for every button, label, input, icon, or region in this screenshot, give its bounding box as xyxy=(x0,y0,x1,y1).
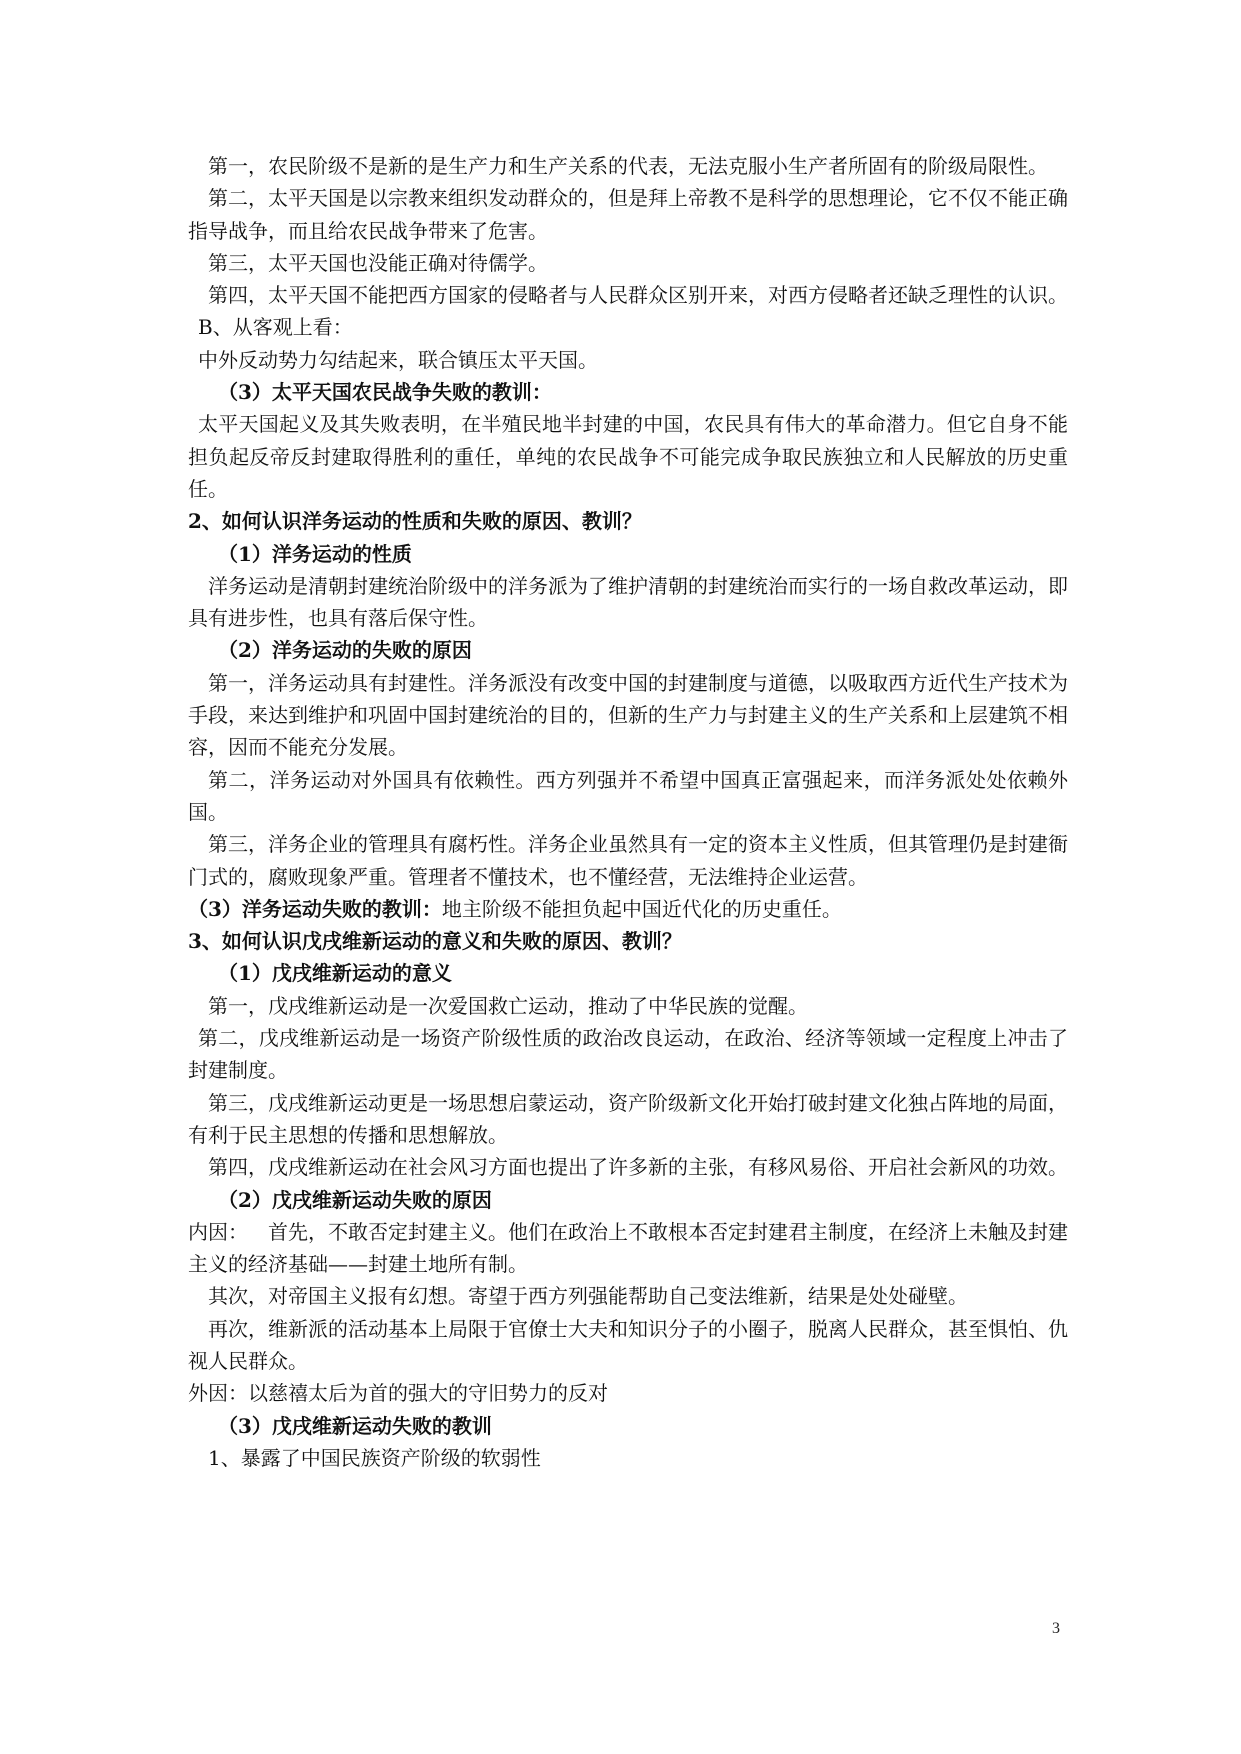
lesson-text: 地主阶级不能担负起中国近代化的历史重任。 xyxy=(441,896,842,921)
paragraph: B、从客观上看： xyxy=(198,315,353,340)
internal-cause-text: 首先，不敢否定封建主义。他们在政治上不敢根本否定封建君主制度，在经济上未触及封建主义的经济基础——封建土地所有制。 xyxy=(188,1219,1068,1277)
paragraph: 洋务运动是清朝封建统治阶级中的洋务派为了维护清朝的封建统治而实行的一场自救改革运动，即具有进步性，也具有落后保守性。 xyxy=(188,573,1068,631)
paragraph: 第一，农民阶级不是新的是生产力和生产关系的代表，无法克服小生产者所固有的阶级局限性。 xyxy=(208,154,1048,178)
paragraph: 第二，太平天国是以宗教来组织发动群众的，但是拜上帝教不是科学的思想理论，它不仅不能正确指导战争，而且给农民战争带来了危害。 xyxy=(188,186,1068,243)
paragraph: 第四，太平天国不能把西方国家的侵略者与人民群众区别开来，对西方侵略者还缺乏理性的认识。 xyxy=(208,283,1068,308)
paragraph: 第四，戊戌维新运动在社会风习方面也提出了许多新的主张，有移风易俗、开启社会新风的功效。 xyxy=(208,1155,1068,1180)
paragraph: 太平天国起义及其失败表明，在半殖民地半封建的中国，农民具有伟大的革命潜力。但它自身不能担负起反帝反封建取得胜利的重任，单纯的农民战争不可能完成争取民族独立和人民解放的历史重任。 xyxy=(188,412,1068,501)
paragraph: 再次，维新派的活动基本上局限于官僚士大夫和知识分子的小圈子，脱离人民群众，甚至惧怕、仇视人民群众。 xyxy=(188,1316,1068,1373)
paragraph: 1、暴露了中国民族资产阶级的软弱性 xyxy=(208,1445,541,1470)
subsection-heading: （2）洋务运动的失败的原因 xyxy=(218,638,472,663)
lesson-paragraph xyxy=(188,893,1068,925)
paragraph: 第三，洋务企业的管理具有腐朽性。洋务企业虽然具有一定的资本主义性质，但其管理仍是封建衙门式的，腐败现象严重。管理者不懂技术，也不懂经营，无法维持企业运营。 xyxy=(188,832,1068,889)
internal-cause-paragraph xyxy=(188,1216,1068,1281)
section-heading: 3、如何认识戊戌维新运动的意义和失败的原因、教训？ xyxy=(188,929,682,954)
paragraph: 第三，戊戌维新运动更是一场思想启蒙运动，资产阶级新文化开始打破封建文化独占阵地的局面，有利于民主思想的传播和思想解放。 xyxy=(188,1090,1068,1147)
lesson-label: （3）洋务运动失败的教训： xyxy=(188,896,442,921)
subsection-heading: （3）太平天国农民战争失败的教训： xyxy=(218,380,552,405)
paragraph: 第一，洋务运动具有封建性。洋务派没有改变中国的封建制度与道德，以吸取西方近代生产技术为手段，来达到维护和巩固中国封建统治的目的，但新的生产力与封建主义的生产关系和上层建筑不相容，因而不能充分发展。 xyxy=(188,670,1068,760)
page-content xyxy=(188,150,1068,1474)
paragraph: 其次，对帝国主义报有幻想。寄望于西方列强能帮助自己变法维新，结果是处处碰壁。 xyxy=(208,1284,968,1309)
paragraph: 第三，太平天国也没能正确对待儒学。 xyxy=(208,250,548,275)
paragraph: 中外反动势力勾结起来，联合镇压太平天国。 xyxy=(198,347,598,372)
paragraph: 第一，戊戌维新运动是一次爱国救亡运动，推动了中华民族的觉醒。 xyxy=(208,993,808,1018)
subsection-heading: （3）戊戌维新运动失败的教训 xyxy=(218,1413,492,1438)
subsection-heading: （1）戊戌维新运动的意义 xyxy=(218,961,452,986)
paragraph: 第二，洋务运动对外国具有依赖性。西方列强并不希望中国真正富强起来，而洋务派处处依赖外国。 xyxy=(188,767,1068,824)
paragraph: 第二，戊戌维新运动是一场资产阶级性质的政治改良运动，在政治、经济等领域一定程度上冲击了封建制度。 xyxy=(188,1026,1068,1083)
subsection-heading: （1）洋务运动的性质 xyxy=(218,541,412,566)
subsection-heading: （2）戊戌维新运动失败的原因 xyxy=(218,1187,492,1212)
page-number: 3 xyxy=(1052,1620,1060,1637)
internal-cause-label: 内因： xyxy=(188,1219,248,1244)
section-heading: 2、如何认识洋务运动的性质和失败的原因、教训？ xyxy=(188,509,642,534)
external-cause-paragraph: 外因：以慈禧太后为首的强大的守旧势力的反对 xyxy=(188,1381,608,1406)
